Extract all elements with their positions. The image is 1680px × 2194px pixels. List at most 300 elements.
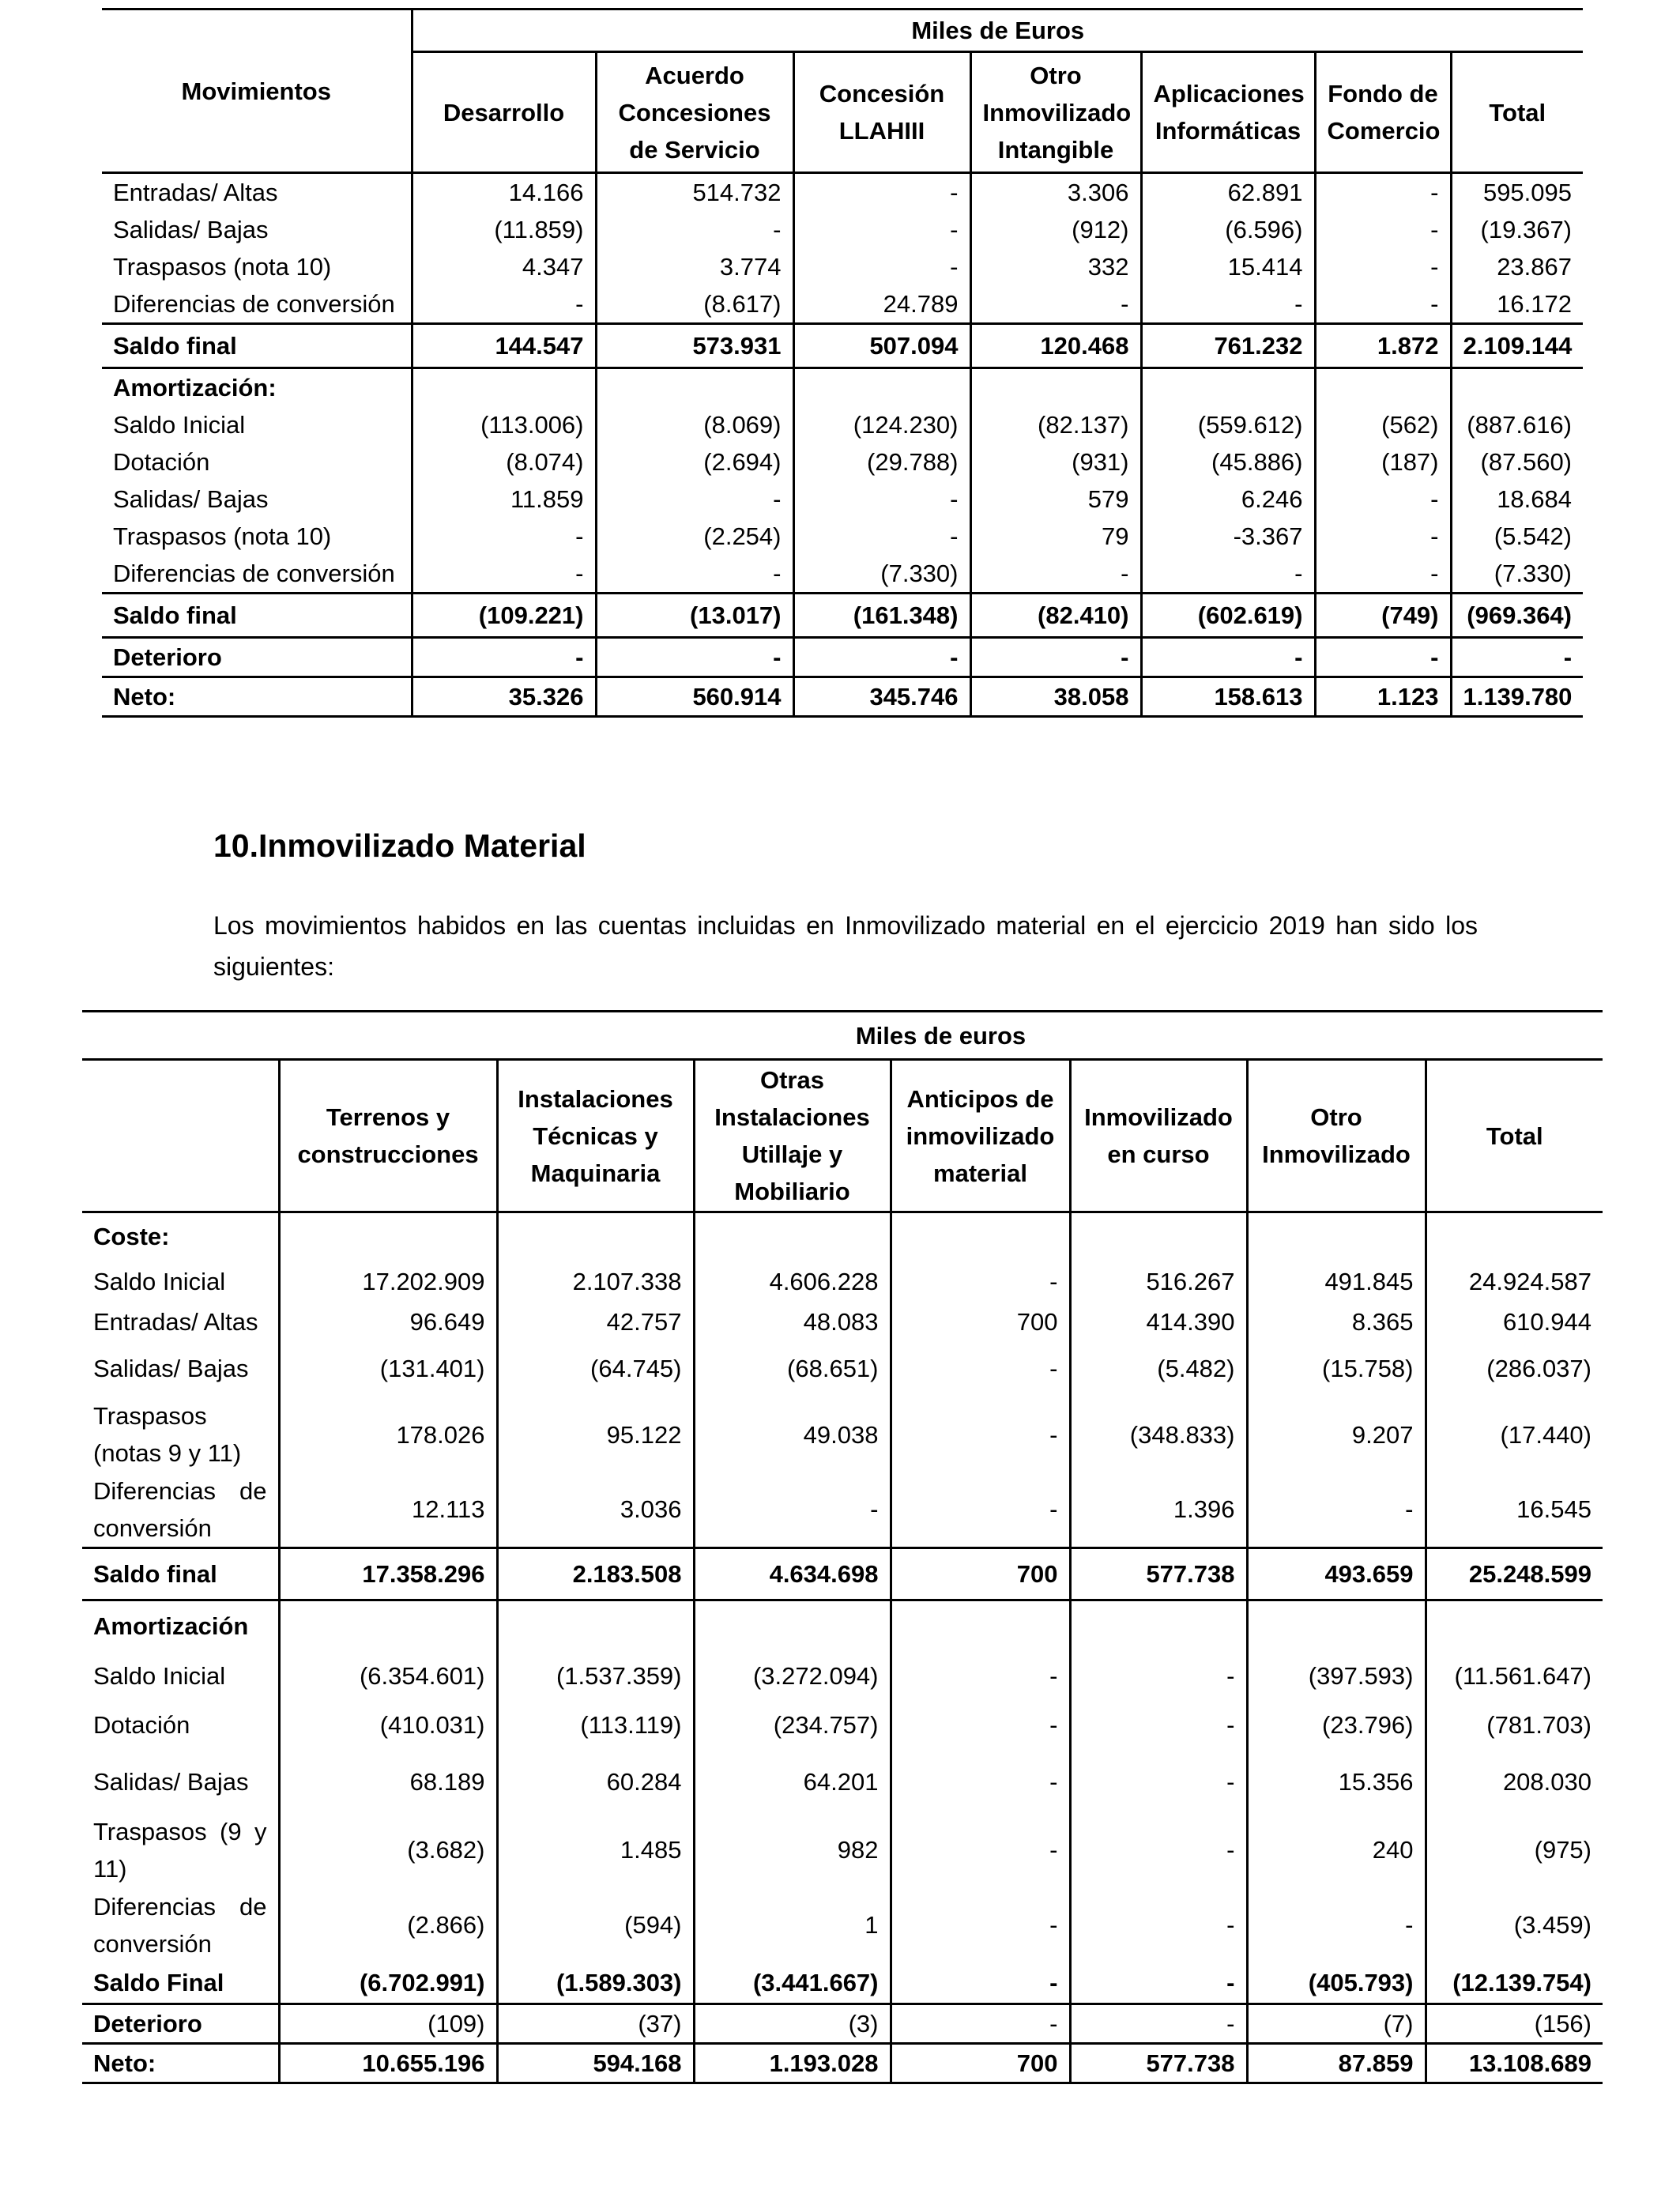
cell-value	[596, 368, 793, 407]
cell-value: -	[891, 1472, 1070, 1548]
cell-value: 24.789	[793, 285, 970, 324]
cell-value: 240	[1247, 1812, 1426, 1887]
table-row	[102, 248, 1583, 285]
table-row	[82, 1397, 1603, 1472]
table-row	[102, 555, 1583, 594]
cell-value: -	[1315, 248, 1451, 285]
row-label-line: Diferencias de	[93, 1476, 267, 1505]
row-label-line: Diferencias de	[93, 1892, 267, 1921]
cell-value: 18.684	[1451, 481, 1583, 518]
cell-value: -	[1070, 2004, 1247, 2043]
row-label: Saldo Inicial	[113, 411, 246, 439]
cell-value	[279, 1212, 497, 1260]
table-row	[102, 324, 1583, 368]
cell-value: (3.441.667)	[694, 1962, 891, 2004]
cell-value: 49.038	[694, 1397, 891, 1472]
cell-value: 38.058	[970, 677, 1141, 717]
row-label-line: 11)	[93, 1854, 127, 1883]
header-line: Inmovilizado	[1084, 1103, 1233, 1131]
cell-value: -	[793, 173, 970, 212]
table-row	[102, 443, 1583, 481]
tangible-assets-table	[82, 1010, 1603, 2084]
cell-value: (124.230)	[793, 406, 970, 443]
cell-value: -	[1315, 211, 1451, 248]
table-row	[82, 1260, 1603, 1303]
row-label: Saldo final	[93, 1559, 217, 1588]
header-line: Informáticas	[1155, 117, 1301, 145]
header-line: Fondo de	[1328, 80, 1438, 107]
cell-value: 577.738	[1070, 2043, 1247, 2083]
cell-value: -	[694, 1472, 891, 1548]
cell-value	[1141, 368, 1315, 407]
cell-value: (82.137)	[970, 406, 1141, 443]
cell-value: 982	[694, 1812, 891, 1887]
row-label: Entradas/ Altas	[113, 179, 278, 206]
table-row	[102, 594, 1583, 638]
cell-value: 12.113	[279, 1472, 497, 1548]
cell-value: (348.833)	[1070, 1397, 1247, 1472]
row-label	[82, 1887, 279, 1962]
row-label: Saldo Inicial	[93, 1267, 226, 1295]
group-header: Miles de Euros	[412, 9, 1583, 52]
header-row	[82, 1012, 1603, 1060]
cell-value: 4.606.228	[694, 1260, 891, 1303]
cell-value: (13.017)	[596, 594, 793, 638]
cell-value: 17.202.909	[279, 1260, 497, 1303]
header-line: Otro	[1310, 1103, 1362, 1131]
cell-value: (969.364)	[1451, 594, 1583, 638]
table-row	[102, 173, 1583, 212]
header-line: Utillaje y	[741, 1140, 843, 1168]
column-header	[1315, 52, 1451, 173]
cell-value: 16.172	[1451, 285, 1583, 324]
table-row	[102, 677, 1583, 717]
section-number: 10.	[213, 827, 258, 864]
corner-cell	[82, 1060, 279, 1212]
cell-value: 96.649	[279, 1303, 497, 1340]
cell-value	[1247, 1600, 1426, 1652]
cell-value: 700	[891, 2043, 1070, 2083]
table-row	[102, 481, 1583, 518]
row-header-label: Movimientos	[102, 9, 412, 173]
cell-value: 60.284	[497, 1751, 694, 1812]
header-line: de Servicio	[629, 135, 760, 164]
cell-value: 1.872	[1315, 324, 1451, 368]
cell-value: 414.390	[1070, 1303, 1247, 1340]
cell-value: 68.189	[279, 1751, 497, 1812]
cell-value: -	[596, 555, 793, 594]
cell-value	[970, 368, 1141, 407]
table-row	[102, 211, 1583, 248]
header-line: Desarrollo	[443, 98, 565, 126]
cell-value: -	[891, 1652, 1070, 1699]
cell-value: 4.347	[412, 248, 596, 285]
row-label: Entradas/ Altas	[93, 1307, 258, 1336]
row-label-line: Traspasos	[93, 1402, 207, 1430]
cell-value: -	[1141, 555, 1315, 594]
row-label: Neto:	[93, 2049, 156, 2077]
cell-value: 1.396	[1070, 1472, 1247, 1548]
cell-value: -	[891, 1340, 1070, 1397]
cell-value: 1.139.780	[1451, 677, 1583, 717]
cell-value: 14.166	[412, 173, 596, 212]
table-row	[82, 1812, 1603, 1887]
cell-value: (3.682)	[279, 1812, 497, 1887]
cell-value: 79	[970, 518, 1141, 555]
cell-value: -	[1315, 173, 1451, 212]
cell-value: -	[1315, 638, 1451, 677]
cell-value: (29.788)	[793, 443, 970, 481]
cell-value: 2.183.508	[497, 1547, 694, 1600]
cell-value	[891, 1600, 1070, 1652]
section-title: Inmovilizado Material	[258, 827, 586, 864]
header-row	[82, 1060, 1603, 1212]
column-header	[1451, 52, 1583, 173]
cell-value	[279, 1600, 497, 1652]
header-line: Concesión	[819, 80, 945, 107]
column-header	[497, 1060, 694, 1212]
section-heading	[213, 826, 586, 865]
cell-value: 1.123	[1315, 677, 1451, 717]
header-line: material	[933, 1159, 1027, 1187]
cell-value	[1451, 368, 1583, 407]
cell-value: 15.414	[1141, 248, 1315, 285]
cell-value: -	[1315, 518, 1451, 555]
cell-value: (602.619)	[1141, 594, 1315, 638]
row-label: Salidas/ Bajas	[113, 216, 269, 243]
cell-value: 87.859	[1247, 2043, 1426, 2083]
cell-value: (11.859)	[412, 211, 596, 248]
cell-value: (15.758)	[1247, 1340, 1426, 1397]
row-label: Saldo final	[113, 601, 237, 629]
column-header	[1426, 1060, 1603, 1212]
cell-value: 594.168	[497, 2043, 694, 2083]
column-header	[891, 1060, 1070, 1212]
cell-value: 579	[970, 481, 1141, 518]
cell-value: (3.272.094)	[694, 1652, 891, 1699]
cell-value: (113.119)	[497, 1699, 694, 1751]
cell-value: 493.659	[1247, 1547, 1426, 1600]
cell-value: (82.410)	[970, 594, 1141, 638]
cell-value: -	[1247, 1887, 1426, 1962]
row-label: Deterioro	[113, 643, 222, 671]
cell-value: (11.561.647)	[1426, 1652, 1603, 1699]
header-line: Concesiones	[618, 98, 771, 126]
cell-value: (7.330)	[1451, 555, 1583, 594]
cell-value: (562)	[1315, 406, 1451, 443]
row-label: Neto:	[113, 683, 176, 711]
cell-value: 2.109.144	[1451, 324, 1583, 368]
row-label: Dotación	[113, 448, 210, 476]
cell-value: -	[793, 248, 970, 285]
cell-value: 13.108.689	[1426, 2043, 1603, 2083]
table-row	[102, 518, 1583, 555]
cell-value: 178.026	[279, 1397, 497, 1472]
cell-value: -	[970, 638, 1141, 677]
cell-value: 10.655.196	[279, 2043, 497, 2083]
cell-value: (912)	[970, 211, 1141, 248]
cell-value: 332	[970, 248, 1141, 285]
cell-value: (887.616)	[1451, 406, 1583, 443]
cell-value: 1.485	[497, 1812, 694, 1887]
cell-value: -	[891, 1962, 1070, 2004]
cell-value: (7.330)	[793, 555, 970, 594]
cell-value: 2.107.338	[497, 1260, 694, 1303]
cell-value: -	[596, 211, 793, 248]
table-row	[82, 1547, 1603, 1600]
table-row	[82, 1600, 1603, 1652]
cell-value: (1.537.359)	[497, 1652, 694, 1699]
cell-value: (37)	[497, 2004, 694, 2043]
cell-value: -	[891, 1260, 1070, 1303]
cell-value	[1070, 1212, 1247, 1260]
cell-value: 64.201	[694, 1751, 891, 1812]
cell-value: (2.254)	[596, 518, 793, 555]
row-label: Saldo final	[113, 332, 237, 360]
cell-value: (12.139.754)	[1426, 1962, 1603, 2004]
cell-value: (405.793)	[1247, 1962, 1426, 2004]
cell-value	[694, 1212, 891, 1260]
cell-value: -	[1315, 555, 1451, 594]
header-line: Aplicaciones	[1153, 80, 1305, 107]
cell-value: (975)	[1426, 1812, 1603, 1887]
cell-value: 208.030	[1426, 1751, 1603, 1812]
table-row	[82, 2043, 1603, 2083]
cell-value: 577.738	[1070, 1547, 1247, 1600]
cell-value: (286.037)	[1426, 1340, 1603, 1397]
cell-value: (931)	[970, 443, 1141, 481]
cell-value: 25.248.599	[1426, 1547, 1603, 1600]
cell-value: -3.367	[1141, 518, 1315, 555]
column-header	[279, 1060, 497, 1212]
cell-value: -	[1315, 285, 1451, 324]
cell-value: (161.348)	[793, 594, 970, 638]
cell-value: 48.083	[694, 1303, 891, 1340]
cell-value: (7)	[1247, 2004, 1426, 2043]
cell-value: -	[891, 1812, 1070, 1887]
cell-value: 1.193.028	[694, 2043, 891, 2083]
cell-value: (2.866)	[279, 1887, 497, 1962]
cell-value: 700	[891, 1303, 1070, 1340]
cell-value	[1315, 368, 1451, 407]
cell-value: (781.703)	[1426, 1699, 1603, 1751]
cell-value	[1247, 1212, 1426, 1260]
cell-value: -	[1070, 1887, 1247, 1962]
header-line: Otro	[1030, 61, 1082, 89]
cell-value: -	[596, 638, 793, 677]
table-row	[82, 1699, 1603, 1751]
row-label-line: Traspasos (9 y	[93, 1817, 267, 1845]
cell-value: (559.612)	[1141, 406, 1315, 443]
cell-value: 17.358.296	[279, 1547, 497, 1600]
table-row	[82, 1212, 1603, 1260]
cell-value: 15.356	[1247, 1751, 1426, 1812]
cell-value: (68.651)	[694, 1340, 891, 1397]
row-label: Saldo Inicial	[93, 1661, 226, 1690]
cell-value: 573.931	[596, 324, 793, 368]
cell-value: -	[1315, 481, 1451, 518]
group-header: Miles de euros	[279, 1012, 1603, 1060]
cell-value: -	[891, 2004, 1070, 2043]
cell-value: (23.796)	[1247, 1699, 1426, 1751]
cell-value: -	[1141, 285, 1315, 324]
cell-value: 11.859	[412, 481, 596, 518]
header-line: Acuerdo	[645, 61, 744, 89]
table-row	[102, 406, 1583, 443]
section-paragraph: Los movimientos habidos en las cuentas incluidas en Inmovilizado material en el ejercicio 2019 han sido los siguientes:	[213, 911, 1478, 981]
cell-value: -	[1247, 1472, 1426, 1548]
cell-value: 516.267	[1070, 1260, 1247, 1303]
header-line: LLAHIII	[838, 117, 925, 145]
column-header	[1141, 52, 1315, 173]
cell-value: (187)	[1315, 443, 1451, 481]
cell-value	[412, 368, 596, 407]
cell-value: -	[1070, 1652, 1247, 1699]
cell-value: -	[891, 1751, 1070, 1812]
cell-value: (1.589.303)	[497, 1962, 694, 2004]
row-label	[82, 1397, 279, 1472]
cell-value: (6.354.601)	[279, 1652, 497, 1699]
table-row	[82, 1340, 1603, 1397]
cell-value: (6.596)	[1141, 211, 1315, 248]
cell-value: -	[412, 518, 596, 555]
cell-value: (234.757)	[694, 1699, 891, 1751]
cell-value: (594)	[497, 1887, 694, 1962]
cell-value: 491.845	[1247, 1260, 1426, 1303]
table-row	[82, 1887, 1603, 1962]
intangible-assets-table	[102, 8, 1583, 718]
cell-value: -	[793, 518, 970, 555]
cell-value: -	[793, 638, 970, 677]
header-line: Técnicas y	[533, 1122, 658, 1150]
column-header	[1247, 1060, 1426, 1212]
row-label-line: conversión	[93, 1514, 212, 1542]
cell-value: -	[793, 481, 970, 518]
header-line: Comercio	[1327, 117, 1441, 145]
table-row	[82, 1652, 1603, 1699]
header-line: Maquinaria	[530, 1159, 661, 1187]
table-row	[82, 1303, 1603, 1340]
cell-value: (3)	[694, 2004, 891, 2043]
row-label: Amortización:	[113, 374, 277, 401]
cell-value: (17.440)	[1426, 1397, 1603, 1472]
cell-value: 514.732	[596, 173, 793, 212]
cell-value: (109)	[279, 2004, 497, 2043]
header-line: inmovilizado	[906, 1122, 1055, 1150]
row-label: Salidas/ Bajas	[93, 1767, 249, 1796]
cell-value: (113.006)	[412, 406, 596, 443]
table-row	[102, 285, 1583, 324]
row-label-line: conversión	[93, 1929, 212, 1958]
cell-value: -	[1070, 1751, 1247, 1812]
cell-value: (6.702.991)	[279, 1962, 497, 2004]
cell-value: 4.634.698	[694, 1547, 891, 1600]
cell-value: 1	[694, 1887, 891, 1962]
cell-value: 62.891	[1141, 173, 1315, 212]
table-row	[82, 1472, 1603, 1548]
cell-value: 3.036	[497, 1472, 694, 1548]
row-label: Deterioro	[93, 2009, 202, 2038]
header-line: Otras	[760, 1066, 824, 1094]
table-row	[102, 638, 1583, 677]
table-row	[102, 368, 1583, 407]
table-row	[82, 1751, 1603, 1812]
cell-value: -	[970, 285, 1141, 324]
cell-value	[793, 368, 970, 407]
cell-value	[1070, 1600, 1247, 1652]
column-header	[694, 1060, 891, 1212]
header-line: Intangible	[997, 135, 1114, 164]
header-line: Total	[1486, 1122, 1543, 1150]
header-line: Total	[1489, 98, 1546, 126]
header-line: Inmovilizado	[982, 98, 1132, 126]
cell-value: 158.613	[1141, 677, 1315, 717]
header-line: construcciones	[297, 1140, 479, 1168]
header-line: Instalaciones	[714, 1103, 870, 1131]
cell-value: 6.246	[1141, 481, 1315, 518]
cell-value: -	[1070, 1699, 1247, 1751]
row-label: Salidas/ Bajas	[93, 1355, 249, 1382]
cell-value: 24.924.587	[1426, 1260, 1603, 1303]
cell-value: -	[596, 481, 793, 518]
header-line: Anticipos de	[906, 1084, 1054, 1113]
cell-value: (8.617)	[596, 285, 793, 324]
cell-value	[891, 1212, 1070, 1260]
cell-value: -	[891, 1397, 1070, 1472]
column-header	[412, 52, 596, 173]
column-header	[793, 52, 970, 173]
cell-value: -	[412, 638, 596, 677]
row-label	[82, 1812, 279, 1887]
corner-cell	[82, 1012, 279, 1060]
cell-value: (8.069)	[596, 406, 793, 443]
column-header	[596, 52, 793, 173]
cell-value: -	[412, 555, 596, 594]
cell-value: 16.545	[1426, 1472, 1603, 1548]
cell-value: 23.867	[1451, 248, 1583, 285]
cell-value: 120.468	[970, 324, 1141, 368]
header-row	[102, 9, 1583, 52]
cell-value: 507.094	[793, 324, 970, 368]
cell-value: 700	[891, 1547, 1070, 1600]
cell-value: 595.095	[1451, 173, 1583, 212]
cell-value: (8.074)	[412, 443, 596, 481]
header-line: Terrenos y	[326, 1103, 450, 1131]
cell-value: -	[891, 1887, 1070, 1962]
cell-value: (109.221)	[412, 594, 596, 638]
cell-value: -	[1141, 638, 1315, 677]
row-label-line: (notas 9 y 11)	[93, 1439, 242, 1467]
cell-value: (45.886)	[1141, 443, 1315, 481]
cell-value: 345.746	[793, 677, 970, 717]
row-label: Traspasos (nota 10)	[113, 522, 332, 550]
cell-value: -	[970, 555, 1141, 594]
row-label: Traspasos (nota 10)	[113, 253, 332, 281]
row-label: Diferencias de conversión	[113, 290, 395, 318]
row-label: Diferencias de conversión	[113, 560, 395, 587]
header-line: en curso	[1107, 1140, 1210, 1168]
cell-value: (749)	[1315, 594, 1451, 638]
table-row	[82, 2004, 1603, 2043]
cell-value	[1426, 1600, 1603, 1652]
cell-value	[497, 1600, 694, 1652]
cell-value: 35.326	[412, 677, 596, 717]
cell-value: (19.367)	[1451, 211, 1583, 248]
cell-value: (5.542)	[1451, 518, 1583, 555]
cell-value	[497, 1212, 694, 1260]
cell-value	[1426, 1212, 1603, 1260]
row-label: Salidas/ Bajas	[113, 485, 269, 513]
